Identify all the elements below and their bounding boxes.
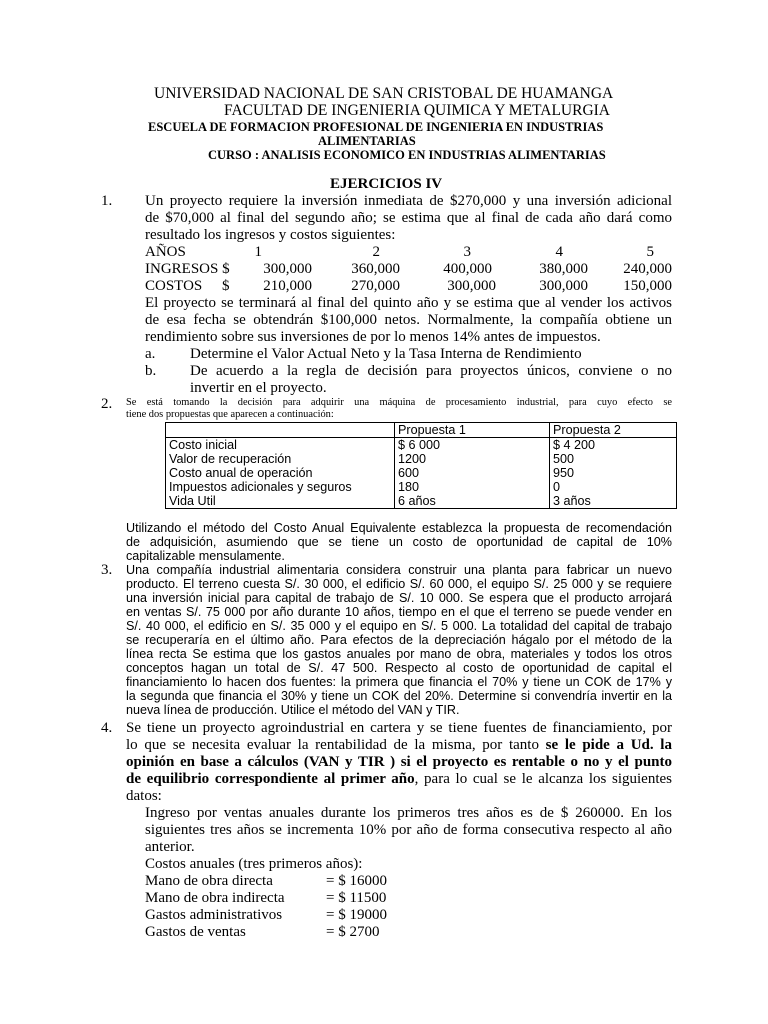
- sales-line: anterior.: [145, 839, 195, 855]
- table-header-cell: [166, 423, 395, 438]
- exercise-2-body-line: de adquisición, asumiendo que se tiene un costo de oportunidad de capital de 10%: [126, 535, 672, 549]
- cost-item-label: Gastos administrativos: [145, 907, 283, 923]
- exercise-1-intro-line: Un proyecto requiere la inversión inmediata de $270,000 y una inversión adicional: [145, 193, 672, 209]
- row-label: Valor de recuperación: [169, 452, 292, 466]
- cost-item-label: Mano de obra directa: [145, 873, 273, 889]
- exercise-2-intro-line: Se está tomando la decisión para adquirir una máquina de procesamiento industrial, para cuyo efecto se: [126, 397, 672, 408]
- table-header-cell: Propuesta 1: [395, 423, 550, 438]
- exercise-4-text: , para lo cual se le alcanza los siguientes: [414, 771, 672, 787]
- exercise-3-number: 3.: [101, 562, 113, 578]
- cost-label: COSTOS: [145, 278, 203, 294]
- exercise-3-line: la segunda que financia el 30% y tiene un COK del 20%. Determine si convendría invertir en la: [126, 689, 672, 703]
- income-cell: 380,000: [539, 261, 588, 277]
- income-cell: 240,000: [623, 261, 672, 277]
- exercise-2-intro-line: tiene dos propuestas que aparecen a continuación:: [126, 409, 334, 420]
- proposal-1-value: 1200: [398, 452, 427, 466]
- proposal-2-value: 3 años: [553, 494, 591, 508]
- exercise-3-line: financiamiento lo hacen dos fuentes: la primera que financia el 70% y tiene un COK de 17% y: [126, 675, 672, 689]
- table-header-row: [166, 423, 677, 438]
- year-cell: 3: [463, 244, 471, 260]
- cost-cell: 210,000: [263, 278, 312, 294]
- cost-cell: 150,000: [623, 278, 672, 294]
- exercise-3-line: una inversión inicial para capital de trabajo de S/. 10 000. Se espera que el producto arrojará: [126, 591, 672, 605]
- table-header-cell: Propuesta 2: [550, 423, 677, 438]
- proposal-1-value: 600: [398, 466, 420, 480]
- exercise-4-line: Se tiene un proyecto agroindustrial en cartera y se tiene fuentes de financiamiento, por: [126, 720, 672, 736]
- item-b-label: b.: [145, 363, 157, 379]
- university-name: UNIVERSIDAD NACIONAL DE SAN CRISTOBAL DE HUAMANGA: [154, 85, 614, 102]
- cost-cell: 300,000: [539, 278, 588, 294]
- exercise-4-number: 4.: [101, 720, 113, 736]
- exercise-3-line: producto. El terreno cuesta S/. 30 000, el edificio S/. 60 000, el equipo S/. 25 000 y se requiere: [126, 577, 672, 591]
- exercise-3-line: se recuperaría en el último año. Para efectos de la depreciación hágalo por el método de la: [126, 633, 672, 647]
- cost-item-value: = $ 2700: [326, 924, 380, 940]
- cost-cell: 300,000: [447, 278, 496, 294]
- exercise-1-body-line: de esa fecha se obtendrán $100,000 netos. Normalmente, la compañía obtiene un: [145, 312, 672, 328]
- exercise-1-number: 1.: [101, 193, 113, 209]
- row-label: Costo anual de operación: [169, 466, 313, 480]
- exercise-4-line: datos:: [126, 788, 162, 804]
- exercise-3-line: nueva línea de producción. Utilice el método del VAN y TIR.: [126, 703, 460, 717]
- income-cell: 300,000: [263, 261, 312, 277]
- row-label: Costo inicial: [169, 438, 237, 452]
- income-label: INGRESOS $: [145, 261, 230, 277]
- school-name-line1: ESCUELA DE FORMACION PROFESIONAL DE INGENIERIA EN INDUSTRIAS: [148, 120, 604, 134]
- course-name: CURSO : ANALISIS ECONOMICO EN INDUSTRIAS ALIMENTARIAS: [208, 148, 606, 162]
- item-a-text: Determine el Valor Actual Neto y la Tasa Interna de Rendimiento: [190, 346, 582, 362]
- exercise-3-line: Una compañía industrial alimentaria considera construir una planta para fabricar un nuevo: [126, 563, 672, 577]
- item-a-label: a.: [145, 346, 156, 362]
- exercise-2-number: 2.: [101, 396, 113, 412]
- costs-title: Costos anuales (tres primeros años):: [145, 856, 363, 872]
- cost-item-label: Gastos de ventas: [145, 924, 246, 940]
- income-cell: 360,000: [351, 261, 400, 277]
- exercise-4-line: [126, 771, 672, 788]
- proposal-2-cell: [550, 438, 677, 509]
- cost-item-value: = $ 11500: [326, 890, 387, 906]
- school-name-line2: ALIMENTARIAS: [318, 134, 416, 148]
- exercise-3-line: conceptos hagan un total de S/. 47 500. Respecto al costo de oportunidad de capital el: [126, 661, 672, 675]
- cost-item-value: = $ 16000: [326, 873, 387, 889]
- exercise-4-text: lo que se necesita evaluar la rentabilidad de la misma, por tanto: [126, 737, 546, 753]
- cost-item-label: Mano de obra indirecta: [145, 890, 285, 906]
- row-label: Vida Util: [169, 494, 216, 508]
- item-b-text-line: De acuerdo a la regla de decisión para proyectos únicos, conviene o no: [190, 363, 672, 379]
- cost-currency: $: [222, 278, 230, 294]
- years-label: AÑOS: [145, 244, 186, 260]
- row-label: Impuestos adicionales y seguros: [169, 480, 352, 494]
- year-cell: 1: [254, 244, 262, 260]
- proposal-1-value: 180: [398, 480, 420, 494]
- exercise-3-line: en ventas S/. 75 000 por año durante 10 años, tiempo en el que el terreno se puede vender en: [126, 605, 672, 619]
- proposal-1-cell: [395, 438, 550, 509]
- proposals-table: [165, 422, 677, 509]
- exercise-4-bold-text: de equilibrio correspondiente al primer año: [126, 771, 415, 787]
- item-b-text-line: invertir en el proyecto.: [190, 380, 327, 396]
- proposal-2-value: 950: [553, 466, 575, 480]
- exercise-2-body-line: Utilizando el método del Costo Anual Equivalente establezca la propuesta de recomendación: [126, 521, 672, 535]
- sales-line: siguientes tres años se incrementa 10% por año de forma consecutiva respecto al año: [145, 822, 672, 838]
- proposal-2-value: 0: [553, 480, 561, 494]
- proposal-2-value: 500: [553, 452, 575, 466]
- year-cell: 5: [646, 244, 654, 260]
- proposal-1-value: 6 años: [398, 494, 436, 508]
- income-cell: 400,000: [443, 261, 492, 277]
- exercise-1-intro-line: resultado los ingresos y costos siguientes:: [145, 227, 396, 243]
- year-cell: 4: [555, 244, 563, 260]
- exercise-1-intro-line: de $70,000 al final del segundo año; se estima que al final de cada año dará como: [145, 210, 672, 226]
- faculty-name: FACULTAD DE INGENIERIA QUIMICA Y METALURGIA: [224, 102, 611, 119]
- proposal-1-value: $ 6 000: [398, 438, 441, 452]
- table-labels-cell: [166, 438, 395, 509]
- exercise-4-bold-line: opinión en base a cálculos (VAN y TIR ) si el proyecto es rentable o no y el punto: [126, 754, 672, 770]
- exercise-1-body-line: rendimiento sobre sus inversiones de por lo menos 14% antes de impuestos.: [145, 329, 601, 345]
- page-title: EJERCICIOS IV: [330, 176, 443, 192]
- exercise-4-bold-text: se le pide a Ud. la: [545, 737, 672, 753]
- cost-cell: 270,000: [351, 278, 400, 294]
- exercise-4-line: [126, 737, 672, 754]
- table-row: [166, 438, 677, 509]
- exercise-3-line: S/. 40 000, el edificio en S/. 35 000 y el equipo en S/. 5 000. La totalidad del capital de trabajo: [126, 619, 672, 633]
- exercise-3-line: línea recta Se estima que los gastos anuales por mano de obra, materiales y todos los otros: [126, 647, 672, 661]
- cost-item-value: = $ 19000: [326, 907, 387, 923]
- sales-line: Ingreso por ventas anuales durante los primeros tres años es de $ 260000. En los: [145, 805, 672, 821]
- exercise-2-body-line: capitalizable mensulamente.: [126, 549, 285, 563]
- exercise-1-body-line: El proyecto se terminará al final del quinto año y se estima que al vender los activos: [145, 295, 672, 311]
- year-cell: 2: [372, 244, 380, 260]
- proposal-2-value: $ 4 200: [553, 438, 596, 452]
